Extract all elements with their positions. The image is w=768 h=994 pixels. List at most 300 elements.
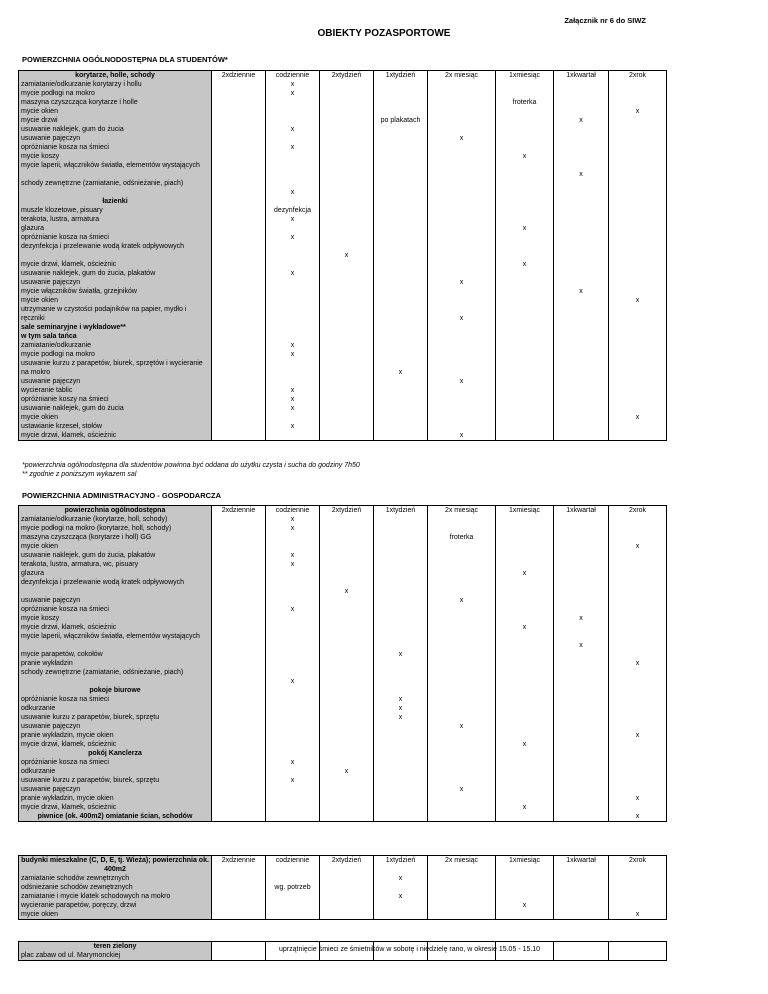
frequency-cell (374, 551, 428, 560)
frequency-cell (212, 632, 266, 650)
frequency-cell (266, 722, 320, 731)
frequency-cell (320, 874, 374, 883)
frequency-cell (554, 767, 609, 776)
frequency-cell (554, 206, 609, 215)
frequency-cell (320, 341, 374, 350)
frequency-cell: x (609, 659, 667, 668)
empty-cell (609, 332, 667, 341)
row-description: maszyna czyszcząca (korytarze i holl) GG (19, 533, 212, 542)
frequency-cell (428, 260, 496, 269)
frequency-cell (320, 359, 374, 377)
table-row (19, 269, 667, 278)
frequency-cell (554, 722, 609, 731)
frequency-cell (374, 623, 428, 632)
frequency-cell (374, 632, 428, 650)
row-description: mycie okien (19, 107, 212, 116)
row-description: sale seminaryjne i wykładowe** (19, 323, 212, 332)
frequency-cell (266, 713, 320, 722)
frequency-cell: x (496, 569, 554, 578)
frequency-cell: x (266, 758, 320, 767)
column-header: 2xrok (609, 506, 667, 516)
row-description: łazienki (19, 197, 212, 206)
frequency-cell (609, 758, 667, 767)
frequency-cell (554, 533, 609, 542)
frequency-cell (609, 632, 667, 650)
frequency-cell (212, 161, 266, 179)
frequency-cell (554, 134, 609, 143)
frequency-cell (496, 533, 554, 542)
empty-cell (212, 942, 266, 952)
frequency-cell (212, 125, 266, 134)
frequency-cell (428, 668, 496, 686)
frequency-cell (374, 278, 428, 287)
frequency-cell (554, 650, 609, 659)
table-row (19, 515, 667, 524)
table-row (19, 377, 667, 386)
frequency-cell (609, 134, 667, 143)
frequency-cell (212, 524, 266, 533)
frequency-cell (266, 650, 320, 659)
frequency-cell (554, 951, 609, 961)
table-row (19, 404, 667, 413)
section2-title: POWIERZCHNIA ADMINISTRACYJNO - GOSPODARCZA (22, 491, 222, 500)
row-description: opróżnianie kosza na śmieci (19, 143, 212, 152)
frequency-cell (496, 395, 554, 404)
table-row (19, 431, 667, 441)
frequency-cell (374, 386, 428, 395)
frequency-cell: x (266, 350, 320, 359)
frequency-cell (554, 341, 609, 350)
frequency-cell: x (554, 287, 609, 296)
frequency-cell (320, 812, 374, 822)
frequency-cell: x (609, 107, 667, 116)
frequency-cell (374, 125, 428, 134)
frequency-cell: x (266, 179, 320, 197)
row-description: odkurzanie (19, 767, 212, 776)
frequency-cell (320, 614, 374, 623)
table-row (19, 224, 667, 233)
frequency-cell (609, 386, 667, 395)
column-header: 1xtydzień (374, 856, 428, 875)
frequency-cell (554, 910, 609, 920)
frequency-cell (554, 98, 609, 107)
frequency-cell (374, 776, 428, 785)
frequency-cell (428, 359, 496, 377)
frequency-cell (320, 524, 374, 533)
frequency-cell (496, 731, 554, 740)
frequency-cell (212, 560, 266, 569)
frequency-cell (320, 713, 374, 722)
frequency-cell (609, 668, 667, 686)
frequency-cell (496, 431, 554, 441)
frequency-cell (496, 179, 554, 197)
frequency-cell (212, 713, 266, 722)
frequency-cell (609, 901, 667, 910)
row-description: zamiatanie schodów zewnętrznych (19, 874, 212, 883)
frequency-cell (212, 98, 266, 107)
frequency-cell (212, 910, 266, 920)
empty-cell (320, 197, 374, 206)
empty-cell (212, 686, 266, 695)
frequency-cell: x (266, 89, 320, 98)
frequency-cell (554, 551, 609, 560)
frequency-cell (320, 413, 374, 422)
frequency-cell (496, 704, 554, 713)
frequency-cell (428, 233, 496, 242)
frequency-cell (609, 125, 667, 134)
frequency-cell (609, 874, 667, 883)
frequency-cell (212, 224, 266, 233)
frequency-cell (496, 542, 554, 551)
frequency-cell (428, 242, 496, 260)
frequency-cell (496, 524, 554, 533)
frequency-cell (496, 659, 554, 668)
frequency-cell (609, 776, 667, 785)
frequency-cell (266, 359, 320, 377)
column-header: 1xmiesiąc (496, 71, 554, 81)
frequency-cell (266, 152, 320, 161)
frequency-cell (428, 812, 496, 822)
row-description: mycie drzwi, klamek, ościeżnic (19, 260, 212, 269)
row-description: terakota, lustra, armatura (19, 215, 212, 224)
frequency-cell (212, 578, 266, 596)
frequency-cell (320, 560, 374, 569)
frequency-cell (428, 623, 496, 632)
frequency-cell (496, 161, 554, 179)
frequency-cell (212, 395, 266, 404)
frequency-cell (428, 224, 496, 233)
frequency-cell (428, 542, 496, 551)
frequency-cell (374, 605, 428, 614)
frequency-cell (496, 785, 554, 794)
frequency-cell (609, 80, 667, 89)
empty-cell (496, 323, 554, 332)
table-row (19, 524, 667, 533)
frequency-cell (554, 596, 609, 605)
frequency-cell (609, 614, 667, 623)
frequency-cell (374, 596, 428, 605)
table-row (19, 874, 667, 883)
row-description: mycie podłogi na mokro (korytarze, holl, schody) (19, 524, 212, 533)
frequency-cell: x (266, 404, 320, 413)
empty-cell (374, 686, 428, 695)
frequency-cell (609, 224, 667, 233)
row-description: usuwanie naklejek, gum do żucia, plakatów (19, 269, 212, 278)
row-description: mycie laperii, włączników światła, elementów wystających (19, 632, 212, 650)
empty-cell (609, 323, 667, 332)
frequency-cell: x (609, 542, 667, 551)
frequency-cell (374, 89, 428, 98)
frequency-cell (496, 143, 554, 152)
frequency-cell (266, 533, 320, 542)
row-description: zamiatanie/odkurzanie (korytarze, holl, schody) (19, 515, 212, 524)
row-description: usuwanie naklejek, gum do żucia, plakatów (19, 551, 212, 560)
frequency-cell (374, 431, 428, 441)
table-row (19, 650, 667, 659)
row-description: wycieranie tablic (19, 386, 212, 395)
frequency-cell (496, 287, 554, 296)
frequency-cell (374, 812, 428, 822)
empty-cell (496, 749, 554, 758)
frequency-cell (554, 305, 609, 323)
frequency-cell (320, 892, 374, 901)
empty-cell (374, 749, 428, 758)
frequency-cell (428, 515, 496, 524)
row-description: w tym sala tańca (19, 332, 212, 341)
frequency-cell (496, 910, 554, 920)
frequency-cell (496, 695, 554, 704)
frequency-cell (266, 278, 320, 287)
row-description: odkurzanie (19, 704, 212, 713)
empty-cell (374, 197, 428, 206)
frequency-cell (554, 269, 609, 278)
row-description: schody zewnętrzne (zamiatanie, odśnieżanie, piach) (19, 668, 212, 686)
frequency-cell (212, 650, 266, 659)
frequency-cell: x (428, 596, 496, 605)
frequency-cell: dezynfekcja (266, 206, 320, 215)
frequency-cell (320, 269, 374, 278)
table-row (19, 395, 667, 404)
frequency-cell (496, 874, 554, 883)
row-description: zamiatanie/odkurzanie korytarzy i hollu (19, 80, 212, 89)
frequency-cell (320, 569, 374, 578)
frequency-cell: x (496, 803, 554, 812)
frequency-cell (609, 179, 667, 197)
column-header: codziennie (266, 506, 320, 516)
frequency-cell (212, 215, 266, 224)
row-description: mycie drzwi, klamek, ościeżnic (19, 623, 212, 632)
frequency-cell: x (266, 341, 320, 350)
frequency-cell (266, 431, 320, 441)
frequency-cell (428, 883, 496, 892)
frequency-cell (212, 422, 266, 431)
frequency-cell (609, 215, 667, 224)
frequency-cell: x (609, 731, 667, 740)
waste-note: uprzątnięcie śmieci ze śmietników w sobotę i niedzielę rano, w okresie 15.05 - 15.10 (279, 946, 541, 953)
frequency-cell (428, 80, 496, 89)
table-row (19, 215, 667, 224)
frequency-cell (428, 350, 496, 359)
frequency-cell (609, 695, 667, 704)
frequency-cell (428, 161, 496, 179)
frequency-cell (609, 431, 667, 441)
frequency-cell (212, 143, 266, 152)
frequency-cell (212, 359, 266, 377)
frequency-cell: x (266, 515, 320, 524)
section1-title: POWIERZCHNIA OGÓLNODOSTĘPNA DLA STUDENTÓW* (22, 55, 228, 64)
frequency-cell (554, 794, 609, 803)
frequency-cell (212, 341, 266, 350)
table-row (19, 740, 667, 749)
frequency-cell (496, 758, 554, 767)
frequency-cell (428, 794, 496, 803)
row-description: glazura (19, 569, 212, 578)
frequency-cell (212, 278, 266, 287)
frequency-cell (496, 134, 554, 143)
row-description: mycie podłogi na mokro (19, 350, 212, 359)
row-description: wycieranie parapetów, poręczy, drzwi (19, 901, 212, 910)
frequency-cell (609, 278, 667, 287)
column-header: 2xtydzień (320, 856, 374, 875)
frequency-cell (496, 350, 554, 359)
frequency-cell (374, 287, 428, 296)
frequency-cell (609, 305, 667, 323)
column-header: 2xrok (609, 856, 667, 875)
frequency-cell (212, 695, 266, 704)
frequency-cell (496, 767, 554, 776)
frequency-cell (428, 296, 496, 305)
table-row (19, 260, 667, 269)
table-row (19, 713, 667, 722)
frequency-cell (374, 341, 428, 350)
frequency-cell (554, 215, 609, 224)
frequency-cell: x (609, 296, 667, 305)
column-header: 2x miesiąc (428, 856, 496, 875)
subheader-row (19, 812, 667, 822)
frequency-cell (320, 515, 374, 524)
table-row (19, 542, 667, 551)
frequency-cell (212, 269, 266, 278)
frequency-cell: x (609, 910, 667, 920)
frequency-cell (212, 89, 266, 98)
frequency-cell (374, 803, 428, 812)
frequency-cell (554, 233, 609, 242)
frequency-cell: po plakatach (374, 116, 428, 125)
frequency-cell (320, 722, 374, 731)
frequency-cell (320, 551, 374, 560)
frequency-cell (266, 874, 320, 883)
table-row (19, 233, 667, 242)
row-description: korytarze, holle, schody (19, 71, 212, 81)
empty-cell (609, 942, 667, 952)
empty-cell (212, 332, 266, 341)
frequency-cell (554, 386, 609, 395)
frequency-cell (320, 224, 374, 233)
empty-cell (496, 197, 554, 206)
frequency-cell (496, 596, 554, 605)
frequency-cell: x (320, 242, 374, 260)
empty-cell (428, 323, 496, 332)
frequency-cell (212, 731, 266, 740)
frequency-cell (609, 951, 667, 961)
row-description: mycie drzwi, klamek, ościeżnic (19, 803, 212, 812)
frequency-cell: x (266, 125, 320, 134)
table-row (19, 107, 667, 116)
frequency-cell (609, 785, 667, 794)
section1-footnotes (22, 461, 360, 479)
frequency-cell (609, 404, 667, 413)
frequency-cell: x (374, 892, 428, 901)
frequency-cell (554, 578, 609, 596)
frequency-cell (266, 767, 320, 776)
frequency-cell (266, 242, 320, 260)
column-header: 1xkwartał (554, 856, 609, 875)
frequency-cell (554, 524, 609, 533)
frequency-cell (212, 740, 266, 749)
frequency-cell (554, 560, 609, 569)
frequency-cell (320, 533, 374, 542)
row-description: usuwanie naklejek, gum do żucia (19, 404, 212, 413)
frequency-cell (374, 269, 428, 278)
frequency-cell (320, 794, 374, 803)
frequency-cell (266, 134, 320, 143)
section2-table (18, 505, 667, 822)
row-description: schody zewnętrzne (zamiatanie, odśnieżanie, piach) (19, 179, 212, 197)
frequency-cell (428, 125, 496, 134)
table-row (19, 659, 667, 668)
frequency-cell: froterka (428, 533, 496, 542)
frequency-cell (496, 650, 554, 659)
frequency-cell (320, 740, 374, 749)
row-description: usuwanie pajęczyn (19, 278, 212, 287)
frequency-cell (609, 98, 667, 107)
table-row (19, 569, 667, 578)
frequency-cell: x (428, 134, 496, 143)
frequency-cell (554, 242, 609, 260)
frequency-cell (496, 794, 554, 803)
frequency-cell (609, 560, 667, 569)
table-row (19, 125, 667, 134)
frequency-cell (428, 98, 496, 107)
frequency-cell (374, 901, 428, 910)
frequency-cell (496, 233, 554, 242)
frequency-cell (212, 623, 266, 632)
frequency-cell: x (320, 767, 374, 776)
frequency-cell (320, 134, 374, 143)
frequency-cell (496, 713, 554, 722)
frequency-cell (609, 287, 667, 296)
frequency-cell (496, 125, 554, 134)
frequency-cell (212, 350, 266, 359)
frequency-cell: x (609, 812, 667, 822)
frequency-cell (554, 278, 609, 287)
frequency-cell (374, 377, 428, 386)
frequency-cell (212, 260, 266, 269)
table-row (19, 278, 667, 287)
frequency-cell (266, 413, 320, 422)
frequency-cell (609, 892, 667, 901)
empty-cell (266, 686, 320, 695)
row-description: mycie okien (19, 413, 212, 422)
frequency-cell (212, 134, 266, 143)
column-header: codziennie (266, 71, 320, 81)
frequency-cell (212, 107, 266, 116)
frequency-cell (212, 233, 266, 242)
empty-cell (496, 686, 554, 695)
frequency-cell (266, 901, 320, 910)
frequency-cell (212, 883, 266, 892)
frequency-cell: x (428, 377, 496, 386)
table-row (19, 116, 667, 125)
empty-cell (374, 332, 428, 341)
frequency-cell (320, 296, 374, 305)
table-row (19, 578, 667, 596)
frequency-cell (609, 740, 667, 749)
frequency-cell: x (496, 152, 554, 161)
frequency-cell (374, 515, 428, 524)
frequency-cell (496, 296, 554, 305)
row-description: utrzymanie w czystości podajników na papier, mydło i ręczniki (19, 305, 212, 323)
frequency-cell (374, 206, 428, 215)
frequency-cell (496, 605, 554, 614)
frequency-cell (374, 233, 428, 242)
column-header: 1xtydzień (374, 506, 428, 516)
frequency-cell (609, 161, 667, 179)
row-description: mycie podłogi na mokro (19, 89, 212, 98)
row-description: mycie drzwi (19, 116, 212, 125)
frequency-cell (266, 704, 320, 713)
row-description: usuwanie pajęczyn (19, 377, 212, 386)
